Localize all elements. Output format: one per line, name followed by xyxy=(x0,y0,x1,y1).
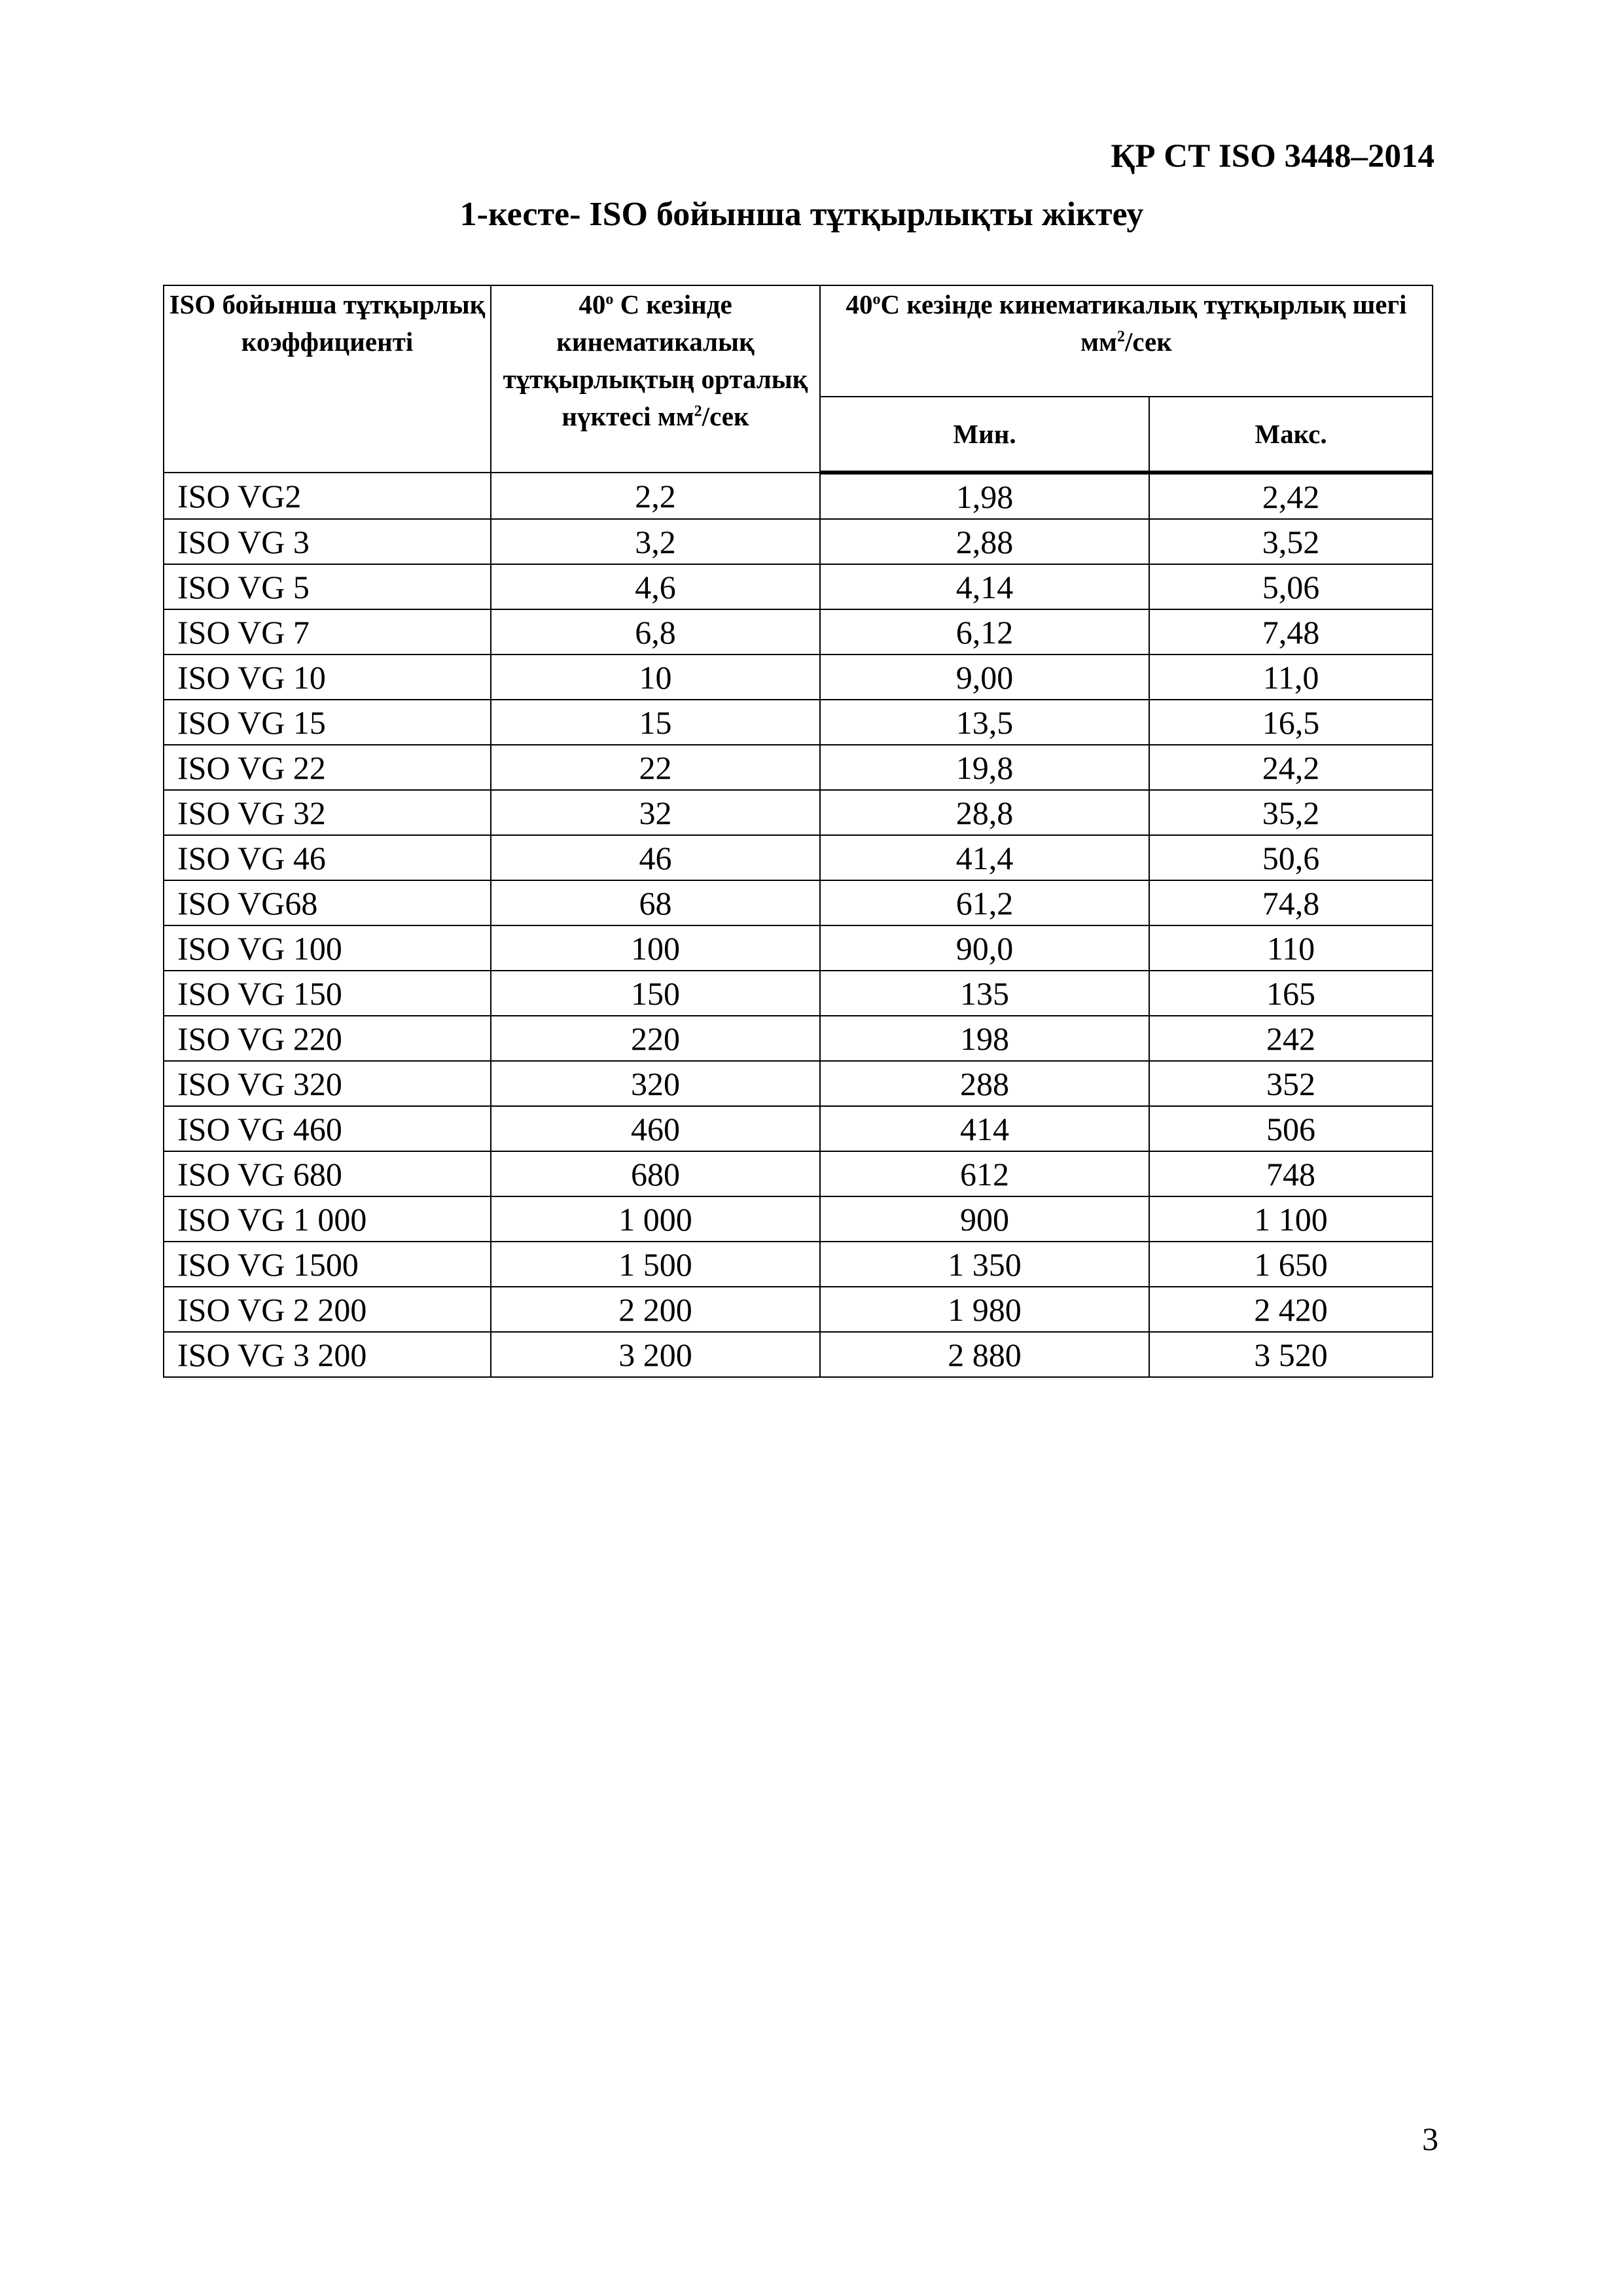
cell-max: 35,2 xyxy=(1149,790,1433,835)
table-row xyxy=(164,1061,1433,1106)
cell-min: 414 xyxy=(820,1106,1149,1151)
cell-min: 9,00 xyxy=(820,655,1149,700)
table-row xyxy=(164,1287,1433,1332)
table-row xyxy=(164,790,1433,835)
cell-grade: ISO VG 5 xyxy=(164,564,491,609)
cell-min: 2,88 xyxy=(820,519,1149,564)
cell-grade: ISO VG 3 xyxy=(164,519,491,564)
cell-grade: ISO VG 46 xyxy=(164,835,491,880)
table-row xyxy=(164,1151,1433,1196)
table-row xyxy=(164,925,1433,971)
table-row xyxy=(164,700,1433,745)
cell-grade: ISO VG 7 xyxy=(164,609,491,655)
table-row xyxy=(164,971,1433,1016)
cell-min: 13,5 xyxy=(820,700,1149,745)
cell-midpoint: 46 xyxy=(491,835,820,880)
cell-midpoint: 1 500 xyxy=(491,1242,820,1287)
cell-max: 2 420 xyxy=(1149,1287,1433,1332)
cell-max: 74,8 xyxy=(1149,880,1433,925)
cell-min: 612 xyxy=(820,1151,1149,1196)
table-row xyxy=(164,519,1433,564)
table-row xyxy=(164,1242,1433,1287)
cell-midpoint: 10 xyxy=(491,655,820,700)
table-title: 1-кесте- ISO бойынша тұтқырлықты жіктеу xyxy=(459,196,1144,233)
cell-max: 5,06 xyxy=(1149,564,1433,609)
cell-min: 1 350 xyxy=(820,1242,1149,1287)
cell-min: 1,98 xyxy=(820,473,1149,519)
cell-midpoint: 3 200 xyxy=(491,1332,820,1377)
cell-midpoint: 68 xyxy=(491,880,820,925)
cell-grade: ISO VG 3 200 xyxy=(164,1332,491,1377)
page-number: 3 xyxy=(1422,2121,1438,2157)
cell-grade: ISO VG 460 xyxy=(164,1106,491,1151)
cell-midpoint: 320 xyxy=(491,1061,820,1106)
cell-grade: ISO VG 1500 xyxy=(164,1242,491,1287)
cell-midpoint: 220 xyxy=(491,1016,820,1061)
cell-max: 2,42 xyxy=(1149,473,1433,519)
cell-midpoint: 100 xyxy=(491,925,820,971)
cell-min: 28,8 xyxy=(820,790,1149,835)
cell-grade: ISO VG 32 xyxy=(164,790,491,835)
document-code: ҚР СТ ISO 3448–2014 xyxy=(1111,138,1435,175)
cell-grade: ISO VG 10 xyxy=(164,655,491,700)
cell-max: 7,48 xyxy=(1149,609,1433,655)
cell-min: 900 xyxy=(820,1196,1149,1242)
cell-max: 16,5 xyxy=(1149,700,1433,745)
cell-max: 3,52 xyxy=(1149,519,1433,564)
table-body xyxy=(164,473,1433,1377)
header-range-prefix: 40 xyxy=(846,289,873,319)
cell-min: 6,12 xyxy=(820,609,1149,655)
table-row xyxy=(164,655,1433,700)
table-row xyxy=(164,835,1433,880)
cell-grade: ISO VG2 xyxy=(164,473,491,519)
cell-midpoint: 22 xyxy=(491,745,820,790)
header-range-degree: о xyxy=(872,291,881,308)
header-range-unit-exponent: 2 xyxy=(1116,328,1125,346)
cell-grade: ISO VG 150 xyxy=(164,971,491,1016)
cell-max: 165 xyxy=(1149,971,1433,1016)
header-midpoint-unit-tail: /сек xyxy=(702,401,749,431)
cell-max: 1 650 xyxy=(1149,1242,1433,1287)
cell-midpoint: 150 xyxy=(491,971,820,1016)
cell-min: 135 xyxy=(820,971,1149,1016)
cell-min: 61,2 xyxy=(820,880,1149,925)
cell-max: 242 xyxy=(1149,1016,1433,1061)
cell-grade: ISO VG 680 xyxy=(164,1151,491,1196)
cell-min: 90,0 xyxy=(820,925,1149,971)
table-row xyxy=(164,1106,1433,1151)
cell-midpoint: 2,2 xyxy=(491,473,820,519)
cell-max: 11,0 xyxy=(1149,655,1433,700)
cell-grade: ISO VG 2 200 xyxy=(164,1287,491,1332)
viscosity-classification-table xyxy=(163,285,1433,1378)
table-row xyxy=(164,745,1433,790)
header-grade xyxy=(164,285,491,473)
header-midpoint-prefix: 40 xyxy=(579,289,606,319)
cell-midpoint: 680 xyxy=(491,1151,820,1196)
cell-midpoint: 2 200 xyxy=(491,1287,820,1332)
cell-min: 198 xyxy=(820,1016,1149,1061)
header-range-unit-tail: /сек xyxy=(1124,327,1172,357)
table-row xyxy=(164,1196,1433,1242)
cell-max: 50,6 xyxy=(1149,835,1433,880)
cell-min: 4,14 xyxy=(820,564,1149,609)
header-min: Мин. xyxy=(820,397,1149,473)
cell-min: 19,8 xyxy=(820,745,1149,790)
table-row xyxy=(164,473,1433,519)
table-row xyxy=(164,564,1433,609)
cell-max: 110 xyxy=(1149,925,1433,971)
cell-grade: ISO VG 15 xyxy=(164,700,491,745)
header-range xyxy=(820,285,1433,397)
header-max: Макс. xyxy=(1149,397,1433,473)
cell-midpoint: 6,8 xyxy=(491,609,820,655)
cell-min: 2 880 xyxy=(820,1332,1149,1377)
cell-grade: ISO VG 100 xyxy=(164,925,491,971)
table-row xyxy=(164,1332,1433,1377)
header-range-text: С кезінде кинематикалық тұтқырлық шегі мм xyxy=(880,289,1407,357)
cell-grade: ISO VG 1 000 xyxy=(164,1196,491,1242)
cell-max: 352 xyxy=(1149,1061,1433,1106)
cell-midpoint: 460 xyxy=(491,1106,820,1151)
table-row xyxy=(164,880,1433,925)
cell-max: 748 xyxy=(1149,1151,1433,1196)
cell-grade: ISO VG 220 xyxy=(164,1016,491,1061)
cell-midpoint: 15 xyxy=(491,700,820,745)
cell-midpoint: 1 000 xyxy=(491,1196,820,1242)
cell-max: 506 xyxy=(1149,1106,1433,1151)
cell-midpoint: 3,2 xyxy=(491,519,820,564)
header-midpoint-degree: о xyxy=(605,291,614,308)
header-midpoint-text: С кезінде кинематикалық тұтқырлықтың орталық нүктесі мм xyxy=(503,289,808,431)
table-row xyxy=(164,1016,1433,1061)
cell-min: 288 xyxy=(820,1061,1149,1106)
cell-min: 1 980 xyxy=(820,1287,1149,1332)
cell-min: 41,4 xyxy=(820,835,1149,880)
cell-max: 3 520 xyxy=(1149,1332,1433,1377)
cell-midpoint: 32 xyxy=(491,790,820,835)
header-midpoint-unit-exponent: 2 xyxy=(694,403,702,420)
cell-grade: ISO VG68 xyxy=(164,880,491,925)
cell-midpoint: 4,6 xyxy=(491,564,820,609)
cell-grade: ISO VG 22 xyxy=(164,745,491,790)
cell-grade: ISO VG 320 xyxy=(164,1061,491,1106)
cell-max: 1 100 xyxy=(1149,1196,1433,1242)
table-row xyxy=(164,609,1433,655)
cell-max: 24,2 xyxy=(1149,745,1433,790)
header-grade-label: ISO бойынша тұтқырлық коэффициенті xyxy=(169,289,486,357)
header-midpoint xyxy=(491,285,820,473)
